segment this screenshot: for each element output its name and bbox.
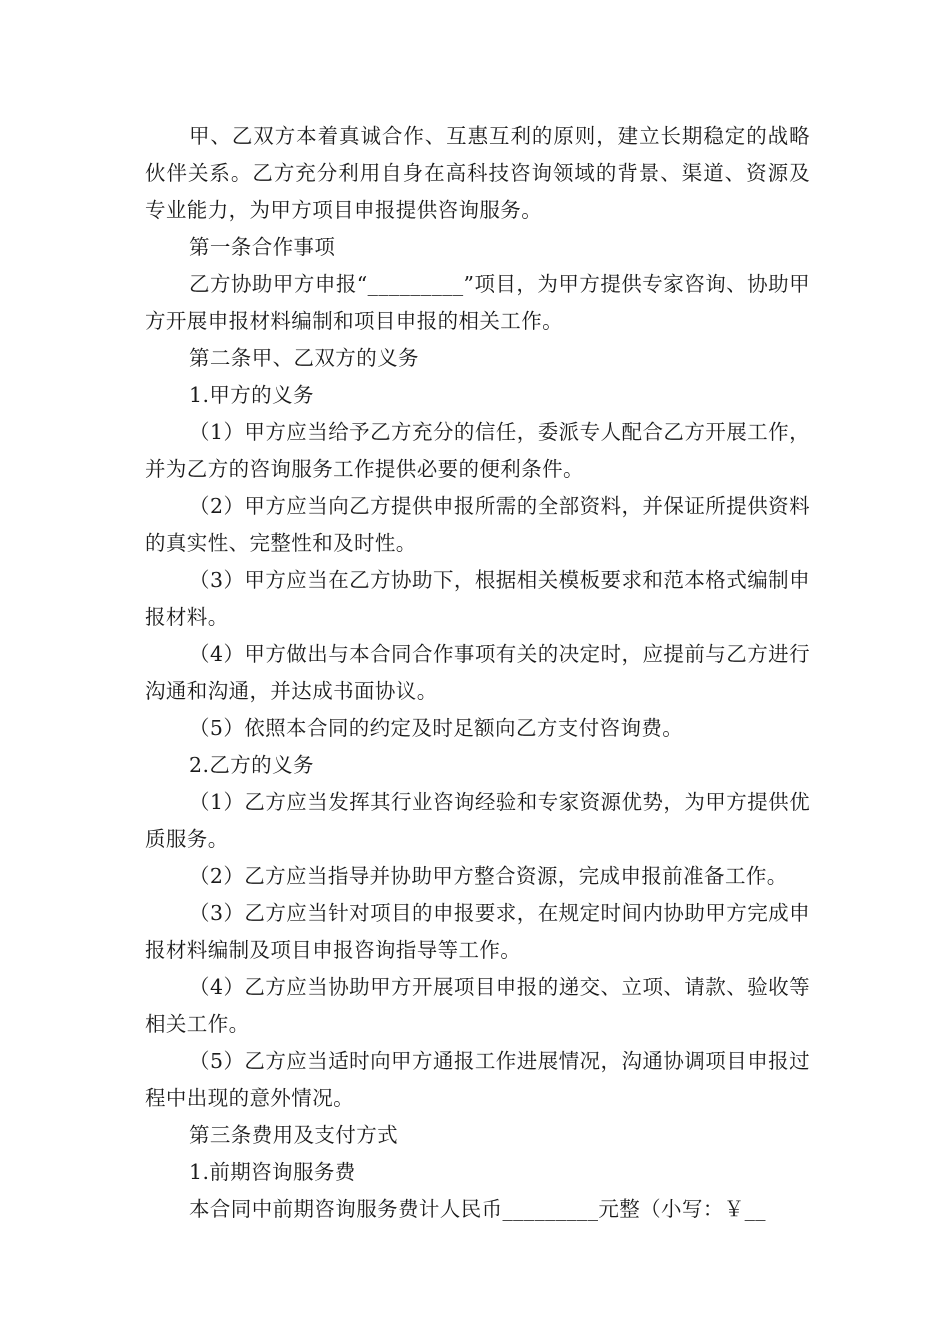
article-3-heading: 第三条费用及支付方式 — [189, 1123, 398, 1147]
party-a-obligation-2: （2）甲方应当向乙方提供申报所需的全部资料，并保证所提供资料的真实性、完整性和及时性。 — [145, 494, 810, 555]
article-1-paragraph: 乙方协助甲方申报“_________”项目，为甲方提供专家咨询、协助甲方开展申报材料编制和项目申报的相关工作。 — [145, 272, 810, 333]
party-b-obligations-heading: 2.乙方的义务 — [189, 753, 314, 777]
party-b-obligation-1: （1）乙方应当发挥其行业咨询经验和专家资源优势，为甲方提供优质服务。 — [145, 790, 810, 851]
consulting-fee-heading: 1.前期咨询服务费 — [189, 1160, 356, 1184]
article-1-heading: 第一条合作事项 — [189, 235, 336, 259]
party-b-obligation-5: （5）乙方应当适时向甲方通报工作进展情况，沟通协调项目申报过程中出现的意外情况。 — [145, 1049, 810, 1110]
consulting-fee-paragraph: 本合同中前期咨询服务费计人民币_________元整（小写：￥__ — [189, 1197, 766, 1221]
party-a-obligation-4: （4）甲方做出与本合同合作事项有关的决定时，应提前与乙方进行沟通和沟通，并达成书面协议。 — [145, 642, 810, 703]
article-2-heading: 第二条甲、乙双方的义务 — [189, 346, 419, 370]
party-a-obligation-1: （1）甲方应当给予乙方充分的信任，委派专人配合乙方开展工作，并为乙方的咨询服务工作提供必要的便利条件。 — [145, 420, 810, 481]
document-body — [145, 118, 810, 1228]
intro-paragraph: 甲、乙双方本着真诚合作、互惠互利的原则，建立长期稳定的战略伙伴关系。乙方充分利用自身在高科技咨询领域的背景、渠道、资源及专业能力，为甲方项目申报提供咨询服务。 — [145, 124, 810, 222]
party-a-obligations-heading: 1.甲方的义务 — [189, 383, 314, 407]
party-b-obligation-4: （4）乙方应当协助甲方开展项目申报的递交、立项、请款、验收等相关工作。 — [145, 975, 810, 1036]
party-b-obligation-2: （2）乙方应当指导并协助甲方整合资源，完成申报前准备工作。 — [189, 864, 788, 888]
party-b-obligation-3: （3）乙方应当针对项目的申报要求，在规定时间内协助甲方完成申报材料编制及项目申报咨询指导等工作。 — [145, 901, 810, 962]
party-a-obligation-5: （5）依照本合同的约定及时足额向乙方支付咨询费。 — [189, 716, 684, 740]
party-a-obligation-3: （3）甲方应当在乙方协助下，根据相关模板要求和范本格式编制申报材料。 — [145, 568, 810, 629]
